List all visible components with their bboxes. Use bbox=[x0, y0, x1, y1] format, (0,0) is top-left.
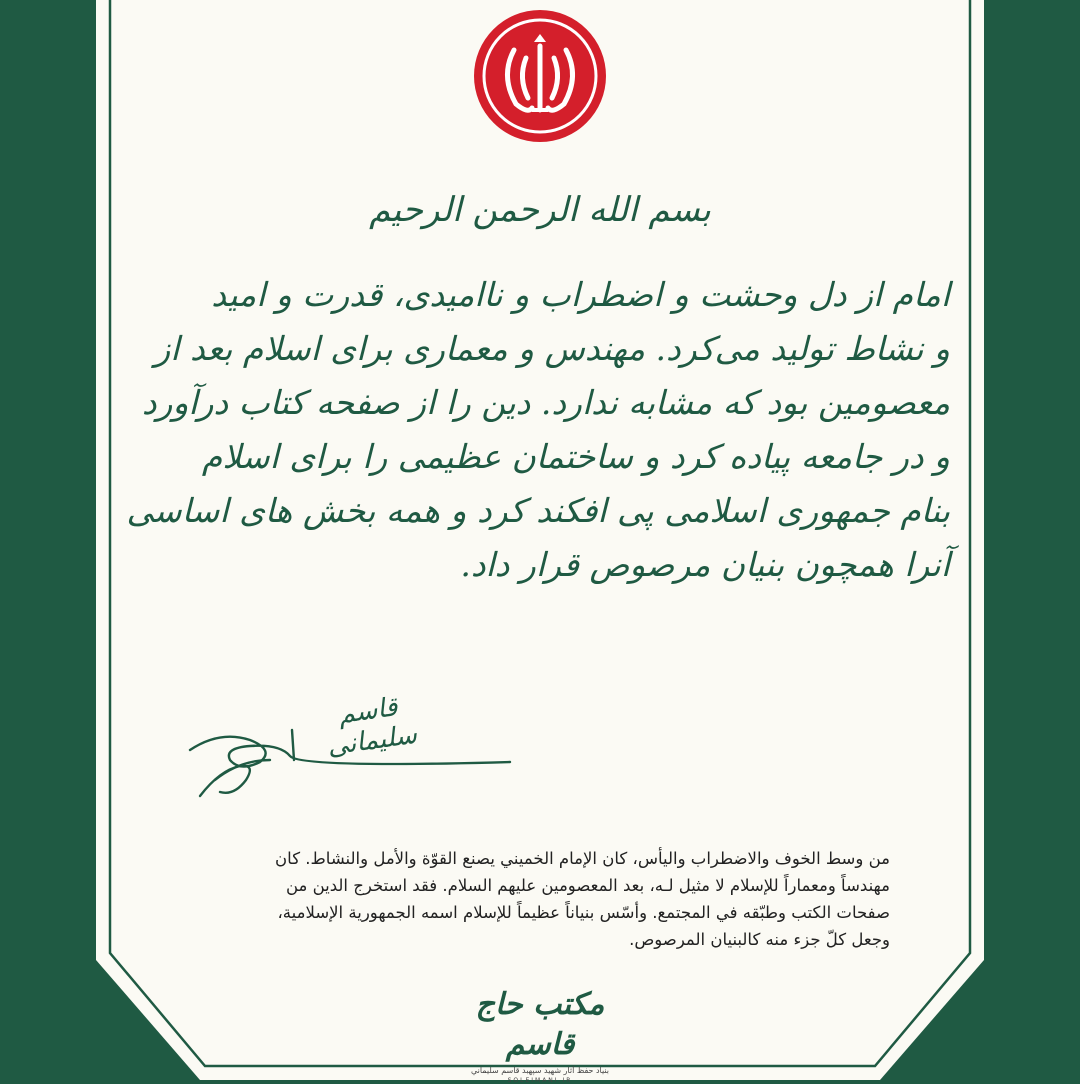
translation-line: من وسط الخوف والاضطراب واليأس، كان الإمام الخميني يصنع القوّة والأمل والنشاط. كان bbox=[275, 849, 890, 868]
letter-line: بنام جمهوری اسلامی پی افکند کرد و همه بخش های اساسی bbox=[126, 491, 950, 530]
translation-line: وجعل كلّ جزء منه كالبنيان المرصوص. bbox=[629, 930, 890, 949]
translation-line: مهندساً ومعماراً للإسلام لا مثيل لـه، بعد المعصومين عليهم السلام. فقد استخرج الدين من bbox=[285, 876, 890, 895]
iran-emblem-seal bbox=[472, 8, 608, 144]
logo-subtitle: بنياد حفظ آثار شهيد سپهبد قاسم سليماني bbox=[470, 1066, 610, 1075]
logo-english: SOLEIMANI.IR bbox=[507, 1077, 573, 1084]
handwritten-letter bbox=[126, 268, 950, 592]
bismillah-heading: بسم الله الرحمن الرحیم bbox=[369, 190, 711, 230]
letter-line: معصومین بود که مشابه ندارد. دین را از صفحه کتاب درآورد bbox=[141, 383, 950, 422]
letter-line: امام از دل وحشت و اضطراب و ناامیدی، قدرت و امید bbox=[211, 275, 950, 314]
letter-line: و در جامعه پیاده کرد و ساختمان عظیمی را برای اسلام bbox=[201, 437, 950, 476]
signature-name: قاسم سلیمانی bbox=[325, 692, 419, 762]
logo-text: مكتب حاج قاسم bbox=[475, 987, 605, 1062]
emblem-icon bbox=[472, 8, 608, 144]
letter-line: و نشاط تولید می‌کرد. مهندس و معماری برای اسلام بعد از bbox=[154, 329, 950, 368]
handwritten-signature bbox=[180, 700, 520, 810]
letter-line: آنرا همچون بنیان مرصوص قرار داد. bbox=[460, 545, 950, 584]
arabic-translation bbox=[190, 845, 890, 953]
footer-logo bbox=[470, 985, 610, 1084]
translation-line: صفحات الكتب وطبّقه في المجتمع. وأسّس بنياناً عظيماً للإسلام اسمه الجمهورية الإسلامية، bbox=[277, 903, 890, 922]
